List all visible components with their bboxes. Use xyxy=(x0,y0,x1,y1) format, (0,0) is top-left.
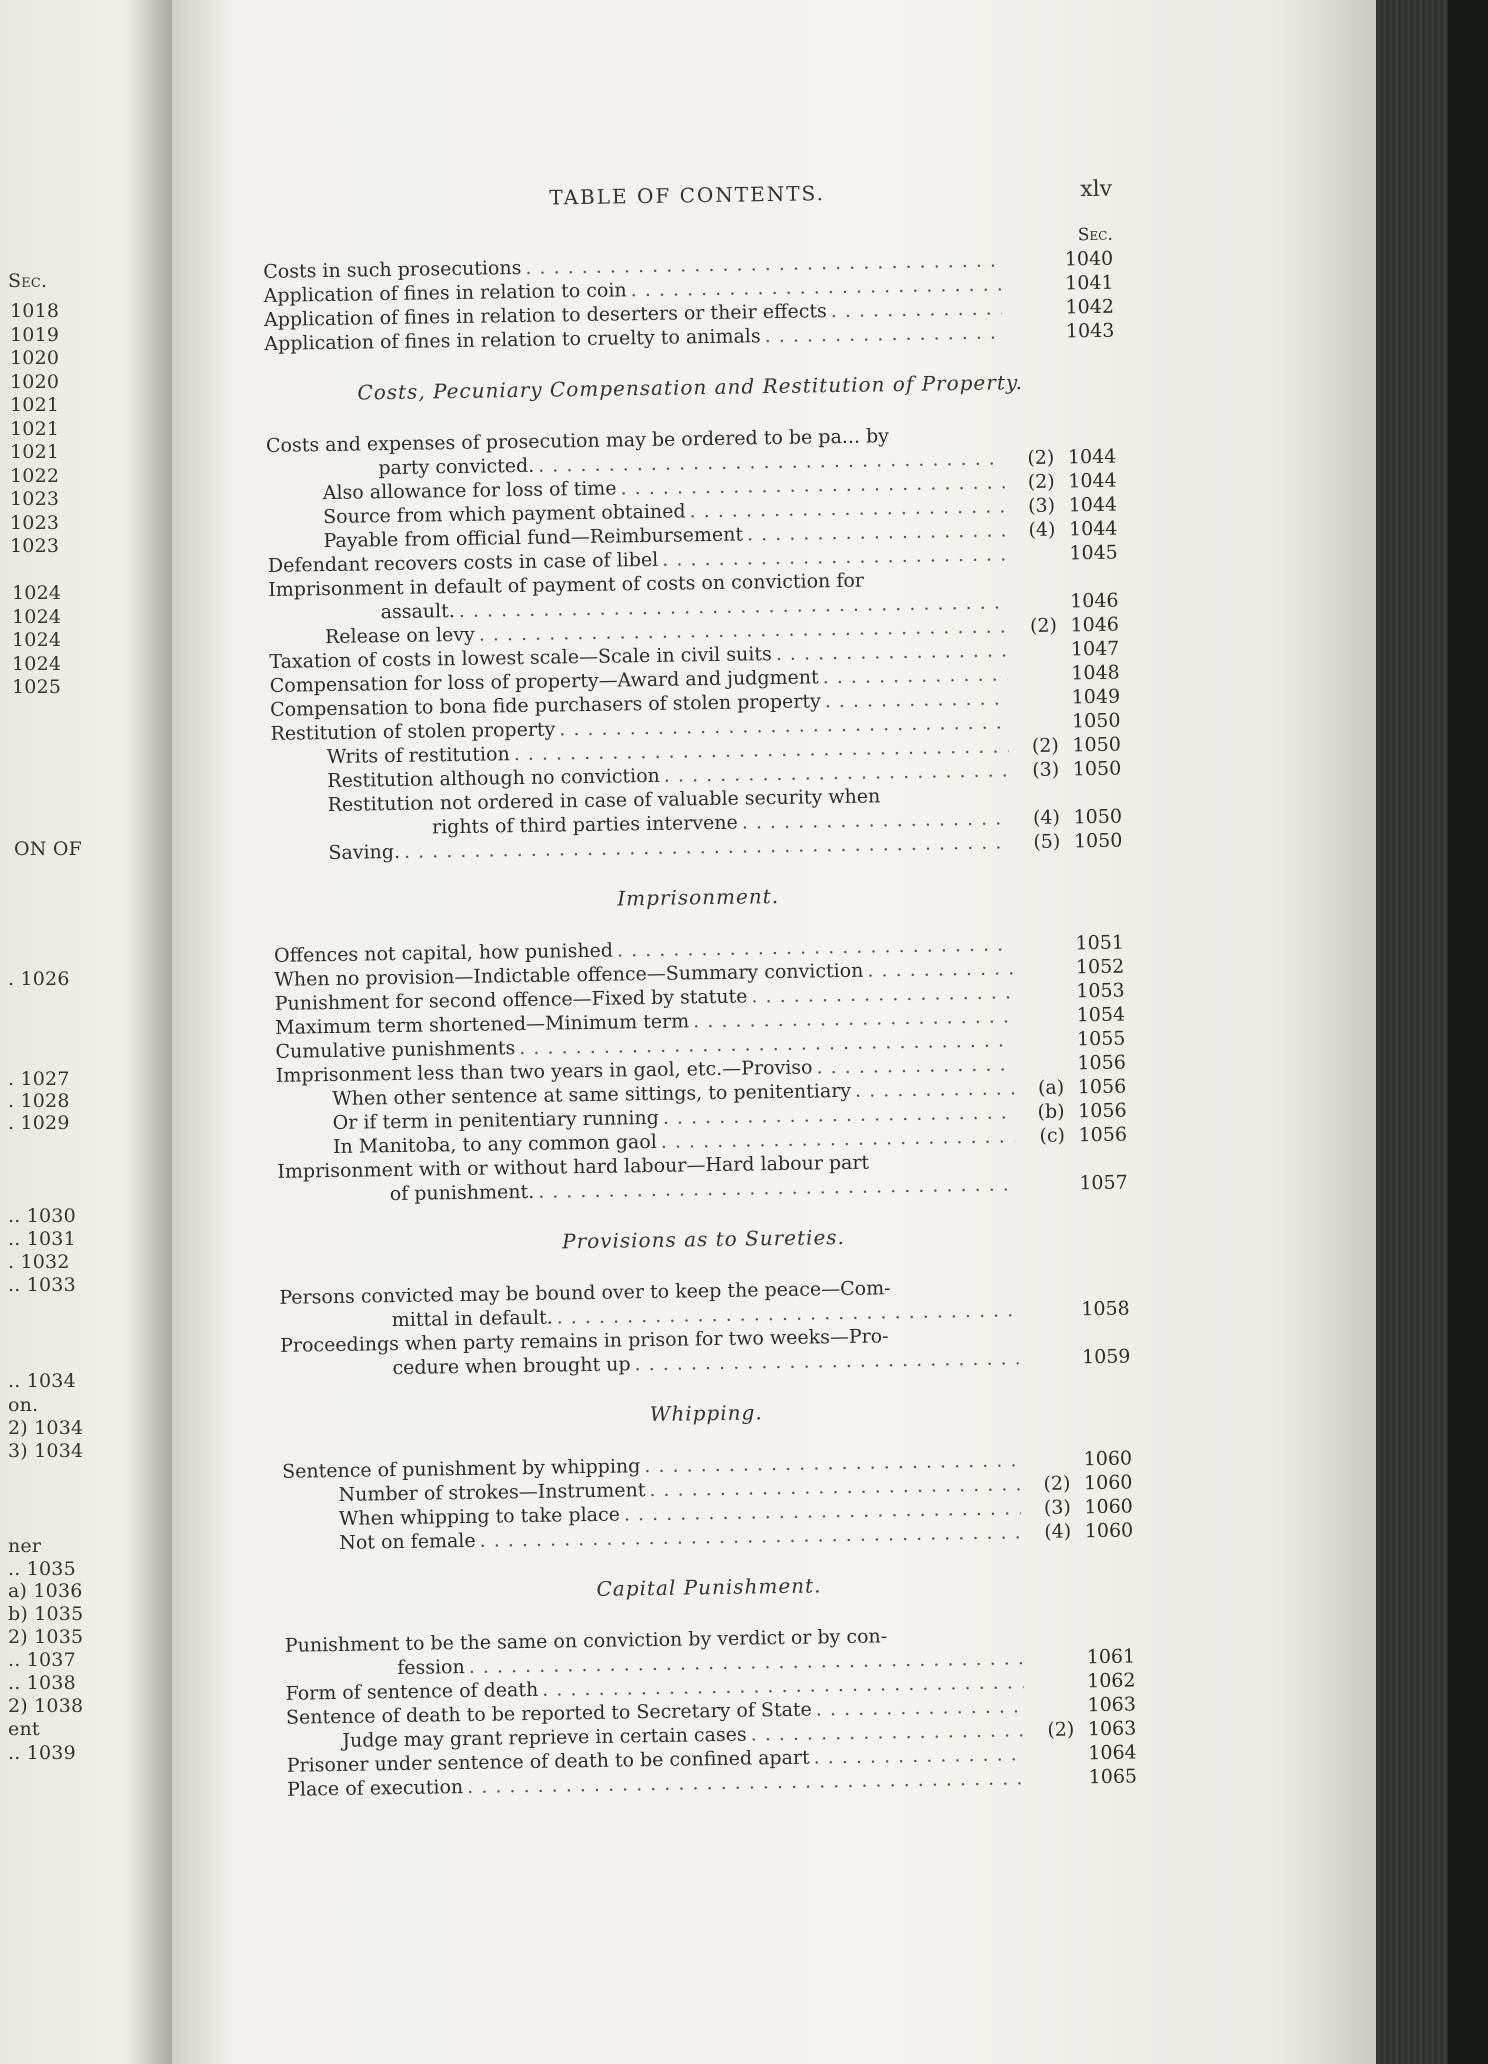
left-page-section-number: 1023 xyxy=(10,511,60,534)
toc-entry-subsection: (2) xyxy=(1043,1472,1071,1495)
toc-entry-text: Application of fines in relation to coin xyxy=(263,279,627,307)
toc-entry-section-number: 1064 xyxy=(1088,1741,1137,1765)
dot-leader xyxy=(764,320,1002,348)
heading-imprisonment: Imprisonment. xyxy=(617,883,780,911)
toc-entry-subsection xyxy=(1017,998,1063,999)
left-page-entry: 2) 1035 xyxy=(8,1626,84,1648)
toc-entry-subsection xyxy=(1022,1315,1068,1316)
toc-entry-subsection xyxy=(1021,1291,1067,1292)
heading-sureties: Provisions as to Sureties. xyxy=(561,1224,846,1254)
toc-entry-text: Place of execution xyxy=(286,1776,464,1801)
toc-entry-text: Application of fines in relation to cruelty to animals xyxy=(264,325,761,355)
toc-entry-subsection: (2) xyxy=(1027,446,1055,470)
dot-leader xyxy=(825,686,1009,713)
toc-entry-text: When other sentence at same sittings, to penitentiary xyxy=(332,1079,852,1111)
toc-entry-subsection xyxy=(1029,1783,1075,1784)
toc-entry-text: Restitution although no conviction xyxy=(327,764,661,793)
left-page-entry: .. 1037 xyxy=(8,1649,76,1671)
toc-entry-text: When no provision—Indictable offence—Summary conviction xyxy=(274,959,864,991)
toc-entry-text: mittal in default. xyxy=(391,1306,553,1332)
left-page-heading-fragment: ON OF xyxy=(14,838,83,860)
toc-entry-text: assault. xyxy=(380,600,455,624)
toc-entry-text: Restitution of stolen property xyxy=(270,718,556,745)
toc-entry-subsection: (3) xyxy=(1043,1496,1071,1519)
toc-entry-text: Judge may grant reprieve in certain cases xyxy=(342,1723,747,1752)
toc-entry-subsection xyxy=(1014,800,1060,801)
toc-entry-subsection xyxy=(1028,1687,1074,1688)
toc-entry-section-number xyxy=(1067,1291,1129,1292)
toc-entry-subsection xyxy=(1008,440,1054,441)
heading-costs-compensation: Costs, Pecuniary Compensation and Restitution of Property. xyxy=(357,370,1024,405)
toc-entry-section-number: 1040 xyxy=(1064,247,1114,271)
toc-entry-text: Cumulative punishments xyxy=(275,1037,516,1063)
toc-entry-subsection xyxy=(1017,1022,1063,1023)
toc-entry-section-number: 1043 xyxy=(1065,319,1115,343)
toc-entry-section-number: 1050 xyxy=(1073,805,1123,829)
toc-entry-section-number xyxy=(1056,583,1118,584)
toc-entry-text: Imprisonment with or without hard labour—Hard labour part xyxy=(277,1151,870,1183)
toc-entry-text: When whipping to take place xyxy=(338,1503,621,1530)
dot-leader xyxy=(831,296,1003,323)
left-page-section-number: 1024 xyxy=(12,652,62,675)
toc-entry-text: of punishment. xyxy=(389,1180,535,1206)
toc-entry-text: Punishment to be the same on conviction by verdict or by con- xyxy=(284,1625,888,1657)
toc-entry-subsection xyxy=(1023,1363,1069,1364)
left-page-section-number: 1024 xyxy=(12,582,62,604)
toc-entry-text: Payable from official fund—Reimbursement xyxy=(323,523,744,553)
dot-leader xyxy=(776,638,1008,666)
dot-leader xyxy=(868,584,1006,586)
toc-entry-text: Persons convicted may be bound over to keep the peace—Com- xyxy=(279,1277,891,1309)
toc-entry-section-number: 1050 xyxy=(1072,733,1121,757)
entries-capital-punishment xyxy=(285,1620,1138,1801)
toc-entry-text: Imprisonment in default of payment of costs on conviction for xyxy=(268,569,865,601)
toc-entry-text: Writs of restitution xyxy=(326,743,510,769)
toc-entry-section-number xyxy=(1065,1165,1127,1166)
toc-entry-subsection xyxy=(1029,1759,1075,1760)
toc-entry-subsection xyxy=(1024,1465,1070,1466)
toc-entry-section-number: 1042 xyxy=(1065,295,1115,319)
left-page-section-number: 1025 xyxy=(12,676,62,698)
toc-entry-text: party convicted. xyxy=(378,454,535,480)
toc-entry-section-number: 1056 xyxy=(1077,1051,1126,1075)
heading-capital-punishment: Capital Punishment. xyxy=(596,1573,822,1601)
toc-entry-text: Proceedings when party remains in prison for two weeks—Pro- xyxy=(279,1325,889,1357)
toc-entry-text: Taxation of costs in lowest scale—Scale in civil suits xyxy=(269,643,772,673)
toc-entry-text: Compensation to bona fide purchasers of stolen property xyxy=(269,690,821,721)
toc-entry-text: rights of third parties intervene xyxy=(431,811,738,839)
left-page-section-number: 1021 xyxy=(10,441,60,463)
entries-fines xyxy=(263,247,1114,356)
toc-entry-section-number: 1061 xyxy=(1086,1645,1136,1669)
toc-entry-section-number: 1046 xyxy=(1070,589,1119,613)
toc-entry-subsection xyxy=(1016,950,1062,951)
toc-entry-section-number: 1060 xyxy=(1084,1519,1134,1543)
toc-entry-subsection: (b) xyxy=(1037,1100,1065,1123)
left-page-entry: . 1026 xyxy=(8,968,70,990)
dot-leader xyxy=(634,1346,1018,1376)
entries-costs-compensation xyxy=(266,421,1123,866)
left-page-entry: 2) 1038 xyxy=(8,1695,84,1717)
toc-entry-section-number: 1046 xyxy=(1070,613,1120,637)
toc-entry-subsection xyxy=(1018,1070,1064,1071)
heading-whipping: Whipping. xyxy=(649,1400,763,1427)
toc-entry-section-number: 1047 xyxy=(1070,637,1120,661)
section-column-label: Sec. xyxy=(1077,224,1113,246)
toc-entry-section-number: 1056 xyxy=(1077,1075,1127,1099)
toc-entry-section-number: 1056 xyxy=(1078,1123,1128,1147)
toc-entry-subsection: (2) xyxy=(1027,470,1055,494)
toc-entry-section-number: 1050 xyxy=(1072,757,1122,781)
toc-entry-text: Imprisonment less than two years in gaol, etc.—Proviso xyxy=(275,1056,813,1087)
toc-entry-text: Not on female xyxy=(339,1529,476,1554)
toc-entry-subsection: (c) xyxy=(1039,1124,1066,1147)
toc-entry-section-number: 1044 xyxy=(1068,517,1118,541)
toc-entry-subsection: (2) xyxy=(1031,734,1059,757)
left-page-section-number: 1020 xyxy=(10,370,60,393)
toc-entry-section-number: 1055 xyxy=(1076,1027,1126,1051)
toc-entry-text: Or if term in penitentiary running xyxy=(332,1106,660,1135)
left-page-entry: on. xyxy=(8,1394,39,1416)
toc-entry-text: Maximum term shortened—Minimum term xyxy=(274,1010,690,1039)
left-page-entry: . 1028 xyxy=(8,1090,70,1112)
toc-entry-text: Release on levy xyxy=(324,623,475,649)
toc-entry-section-number: 1049 xyxy=(1071,685,1121,709)
toc-entry-section-number xyxy=(1073,1638,1135,1639)
dot-leader xyxy=(893,440,1004,442)
toc-entry-section-number xyxy=(1068,1339,1130,1340)
toc-entry-text: Number of strokes—Instrument xyxy=(338,1479,646,1506)
left-page-section-number: 1019 xyxy=(10,323,60,346)
toc-entry-subsection: (3) xyxy=(1027,494,1056,518)
left-page-sec-label: Sec. xyxy=(8,270,48,292)
toc-entry-text: Costs in such prosecutions xyxy=(263,256,522,283)
left-page-section-number: 1021 xyxy=(10,394,60,416)
dot-leader xyxy=(893,1340,1018,1342)
left-page-entry: . 1032 xyxy=(8,1251,70,1273)
toc-entry-section-number: 1060 xyxy=(1083,1471,1133,1495)
toc-entry-subsection xyxy=(1006,338,1052,339)
toc-entry-subsection: (2) xyxy=(1029,614,1058,637)
toc-entry-subsection xyxy=(1013,728,1059,729)
toc-entry-text: Form of sentence of death xyxy=(285,1678,539,1705)
toc-entry-section-number: 1050 xyxy=(1071,709,1121,733)
toc-entry-section-number: 1059 xyxy=(1081,1345,1131,1369)
toc-entry-subsection xyxy=(1005,266,1051,267)
toc-entry-subsection: (4) xyxy=(1044,1520,1072,1543)
left-page-section-number: 1018 xyxy=(10,300,60,322)
toc-entry-section-number xyxy=(1054,439,1116,440)
toc-entry-section-number: 1065 xyxy=(1088,1765,1138,1789)
toc-entry-section-number: 1044 xyxy=(1067,445,1117,469)
toc-entry-text: Saving. xyxy=(328,840,401,865)
toc-entry-subsection xyxy=(1011,656,1057,657)
entries-sureties xyxy=(279,1273,1130,1382)
toc-entry-section-number: 1063 xyxy=(1087,1693,1137,1717)
left-page-entry: a) 1036 xyxy=(8,1580,83,1602)
left-page-entry: ent xyxy=(8,1718,40,1740)
toc-entry-subsection xyxy=(1016,974,1062,975)
table-of-contents xyxy=(262,177,1137,1802)
toc-entry-subsection xyxy=(1010,560,1056,561)
dot-leader xyxy=(895,1292,1018,1294)
toc-entry-section-number: 1057 xyxy=(1079,1171,1128,1195)
toc-entry-subsection xyxy=(1022,1339,1068,1340)
dot-leader xyxy=(867,956,1012,982)
dot-leader xyxy=(816,1694,1024,1721)
toc-entry-subsection xyxy=(1020,1189,1066,1190)
toc-entry-subsection xyxy=(1011,608,1057,609)
dot-leader xyxy=(884,800,1009,802)
toc-entry-text: Sentence of punishment by whipping xyxy=(281,1455,641,1483)
left-page-entry: .. 1033 xyxy=(8,1274,76,1296)
left-page-section-number: 1020 xyxy=(10,347,60,369)
toc-entry-section-number: 1054 xyxy=(1076,1003,1126,1027)
toc-entry-text: In Manitoba, to any common gaol xyxy=(332,1130,657,1159)
dot-leader xyxy=(816,1052,1014,1079)
left-page-section-number: 1024 xyxy=(12,629,62,651)
toc-entry-section-number xyxy=(1060,799,1122,800)
left-page-entry: .. 1031 xyxy=(8,1228,76,1250)
toc-entry-section-number: 1062 xyxy=(1086,1669,1136,1693)
left-page-entry: ner xyxy=(8,1535,42,1557)
toc-entry-text: Also allowance for loss of time xyxy=(322,477,617,505)
toc-entry-text: Compensation for loss of property—Award and judgment xyxy=(269,666,819,697)
toc-entry-text: Application of fines in relation to deserters or their effects xyxy=(263,300,827,331)
toc-entry-section-number: 1052 xyxy=(1075,955,1125,979)
toc-entry-text: Sentence of death to be reported to Secretary of State xyxy=(285,1698,812,1729)
left-page-section-number: 1023 xyxy=(10,488,60,510)
page-number: xlv xyxy=(1080,176,1113,203)
toc-entry-subsection xyxy=(1018,1046,1064,1047)
toc-entry-subsection: (a) xyxy=(1037,1076,1065,1099)
entries-imprisonment xyxy=(274,931,1128,1208)
toc-entry-subsection: (5) xyxy=(1033,830,1061,853)
left-page-entry: . 1027 xyxy=(8,1068,70,1090)
toc-entry-subsection xyxy=(1012,704,1058,705)
toc-entry-subsection xyxy=(1010,584,1056,585)
toc-entry-subsection xyxy=(1027,1663,1073,1664)
toc-entry-section-number: 1063 xyxy=(1087,1717,1137,1741)
left-page-section-number: 1022 xyxy=(10,464,60,487)
left-page-entry: 3) 1034 xyxy=(8,1440,84,1462)
toc-entry-subsection xyxy=(1028,1711,1074,1712)
left-page-entry: . 1029 xyxy=(8,1112,70,1134)
toc-entry-subsection xyxy=(1006,314,1052,315)
toc-entry-section-number: 1058 xyxy=(1081,1297,1130,1321)
left-page-entry: .. 1038 xyxy=(8,1672,76,1694)
dot-leader xyxy=(873,1166,1015,1168)
toc-entry-section-number: 1041 xyxy=(1065,271,1114,295)
toc-entry-subsection: (3) xyxy=(1032,758,1060,781)
toc-entry-subsection xyxy=(1012,680,1058,681)
toc-entry-text: Punishment for second offence—Fixed by statute xyxy=(274,985,748,1015)
page-title: TABLE OF CONTENTS. xyxy=(549,181,826,210)
toc-entry-subsection: (4) xyxy=(1028,518,1056,542)
left-page-entry: .. 1030 xyxy=(8,1205,76,1227)
toc-entry-subsection xyxy=(1019,1166,1065,1167)
toc-entry-section-number: 1060 xyxy=(1084,1495,1133,1519)
left-page-entry: .. 1034 xyxy=(8,1370,76,1392)
toc-entry-subsection xyxy=(1027,1639,1073,1640)
toc-entry-section-number: 1053 xyxy=(1076,979,1125,1003)
left-page-section-number: 1021 xyxy=(10,417,60,440)
toc-entry-text: Restitution not ordered in case of valuable security when xyxy=(327,785,881,817)
toc-entry-text: fession xyxy=(397,1655,465,1680)
toc-entry-text: Costs and expenses of prosecution may be ordered to be pa... by xyxy=(265,425,890,457)
toc-entry-section-number: 1056 xyxy=(1078,1099,1127,1123)
left-page-entry: .. 1035 xyxy=(8,1558,76,1580)
toc-entry-subsection: (2) xyxy=(1047,1718,1075,1741)
left-page-section-number: 1024 xyxy=(12,605,62,628)
left-page-entry: 2) 1034 xyxy=(8,1417,84,1439)
toc-entry-section-number: 1051 xyxy=(1075,931,1125,955)
toc-entry-text: Defendant recovers costs in case of libel xyxy=(267,548,659,577)
toc-entry-text: Offences not capital, how punished xyxy=(273,939,614,967)
toc-entry-subsection: (4) xyxy=(1032,806,1061,829)
toc-entry-section-number: 1044 xyxy=(1068,469,1117,493)
left-page-entry: b) 1035 xyxy=(8,1603,84,1625)
entries-whipping xyxy=(282,1446,1133,1555)
toc-entry-section-number: 1045 xyxy=(1069,541,1118,565)
toc-entry-text: Source from which payment obtained xyxy=(322,500,686,529)
toc-entry-text: cedure when brought up xyxy=(392,1353,631,1380)
dot-leader xyxy=(891,1640,1023,1642)
toc-entry-section-number: 1050 xyxy=(1073,829,1123,853)
dot-leader xyxy=(813,1742,1024,1769)
toc-entry-section-number: 1060 xyxy=(1083,1447,1133,1471)
toc-entry-text: Prisoner under sentence of death to be confined apart xyxy=(286,1746,810,1777)
dot-leader xyxy=(855,1076,1015,1102)
left-page-section-number: 1023 xyxy=(10,535,60,557)
book-page-edges xyxy=(1376,0,1488,2064)
left-page-entry: .. 1039 xyxy=(8,1742,76,1764)
dot-leader xyxy=(822,662,1007,689)
toc-entry-section-number: 1048 xyxy=(1071,661,1120,685)
toc-entry-subsection xyxy=(1006,290,1052,291)
toc-entry-section-number: 1044 xyxy=(1068,493,1118,517)
